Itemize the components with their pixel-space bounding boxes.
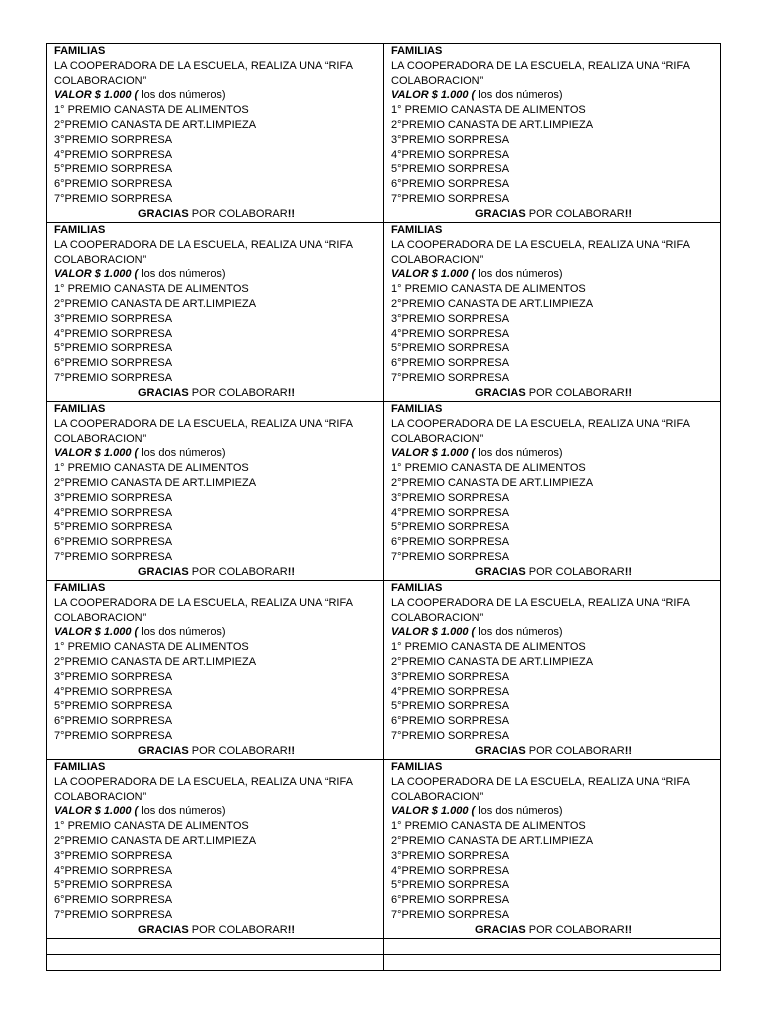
ticket-header: FAMILIAS	[391, 403, 443, 415]
thanks-bold: GRACIAS	[474, 386, 526, 399]
ticket-intro: LA COOPERADORA DE LA ESCUELA, REALIZA UNA “RIFA COLABORACION”	[391, 238, 690, 266]
prize-5: 5°PREMIO SORPRESA	[54, 521, 173, 534]
ticket-thanks	[391, 744, 716, 759]
prize-4: 4°PREMIO SORPRESA	[391, 148, 510, 161]
ticket-cell	[384, 581, 721, 760]
ticket-row	[47, 44, 721, 223]
ticket-header: FAMILIAS	[391, 45, 443, 57]
empty-cell	[384, 939, 721, 955]
prize-3: 3°PREMIO SORPRESA	[54, 670, 173, 683]
raffle-ticket	[384, 760, 720, 938]
prize-2: 2°PREMIO CANASTA DE ART.LIMPIEZA	[54, 118, 257, 131]
thanks-text: POR COLABORAR	[188, 207, 288, 220]
thanks-end: !!	[624, 565, 633, 578]
prize-7: 7°PREMIO SORPRESA	[54, 729, 173, 742]
thanks-end: !!	[624, 744, 633, 757]
prize-4: 4°PREMIO SORPRESA	[391, 685, 510, 698]
prize-6: 6°PREMIO SORPRESA	[54, 357, 173, 370]
prize-4: 4°PREMIO SORPRESA	[391, 864, 510, 877]
ticket-price	[391, 267, 716, 282]
raffle-ticket	[384, 402, 720, 580]
price-label: VALOR $ 1.000 (	[391, 447, 476, 460]
price-note: los dos números)	[138, 447, 226, 460]
ticket-intro: LA COOPERADORA DE LA ESCUELA, REALIZA UNA “RIFA COLABORACION”	[391, 417, 690, 445]
prize-5: 5°PREMIO SORPRESA	[54, 342, 173, 355]
ticket-price	[391, 804, 716, 819]
raffle-ticket	[47, 223, 383, 401]
prize-7: 7°PREMIO SORPRESA	[391, 908, 510, 921]
raffle-ticket	[384, 581, 720, 759]
ticket-row	[47, 402, 721, 581]
prize-4: 4°PREMIO SORPRESA	[54, 506, 173, 519]
prize-7: 7°PREMIO SORPRESA	[54, 192, 173, 205]
ticket-thanks	[54, 386, 379, 401]
prize-3: 3°PREMIO SORPRESA	[391, 133, 510, 146]
ticket-header: FAMILIAS	[54, 761, 106, 773]
prize-1: 1° PREMIO CANASTA DE ALIMENTOS	[54, 462, 249, 475]
ticket-intro: LA COOPERADORA DE LA ESCUELA, REALIZA UNA “RIFA COLABORACION”	[54, 596, 353, 624]
ticket-intro: LA COOPERADORA DE LA ESCUELA, REALIZA UNA “RIFA COLABORACION”	[391, 596, 690, 624]
thanks-end: !!	[624, 923, 633, 936]
ticket-thanks	[54, 207, 379, 222]
ticket-price	[391, 446, 716, 461]
prize-5: 5°PREMIO SORPRESA	[391, 342, 510, 355]
prize-7: 7°PREMIO SORPRESA	[391, 550, 510, 563]
ticket-price	[54, 804, 379, 819]
prize-1: 1° PREMIO CANASTA DE ALIMENTOS	[391, 641, 586, 654]
ticket-thanks	[391, 923, 716, 938]
ticket-thanks	[54, 744, 379, 759]
ticket-thanks	[54, 565, 379, 580]
price-label: VALOR $ 1.000 (	[54, 447, 139, 460]
prize-5: 5°PREMIO SORPRESA	[391, 521, 510, 534]
ticket-thanks	[391, 386, 716, 401]
raffle-ticket	[47, 581, 383, 759]
empty-row	[47, 939, 721, 955]
prize-2: 2°PREMIO CANASTA DE ART.LIMPIEZA	[391, 476, 594, 489]
ticket-cell	[47, 44, 384, 223]
prize-7: 7°PREMIO SORPRESA	[54, 371, 173, 384]
ticket-cell	[47, 760, 384, 939]
prize-2: 2°PREMIO CANASTA DE ART.LIMPIEZA	[391, 655, 594, 668]
empty-cell	[384, 955, 721, 971]
prize-3: 3°PREMIO SORPRESA	[391, 312, 510, 325]
ticket-header: FAMILIAS	[54, 45, 106, 57]
prize-2: 2°PREMIO CANASTA DE ART.LIMPIEZA	[54, 834, 257, 847]
prize-4: 4°PREMIO SORPRESA	[54, 685, 173, 698]
prize-6: 6°PREMIO SORPRESA	[391, 536, 510, 549]
ticket-header: FAMILIAS	[54, 224, 106, 236]
thanks-bold: GRACIAS	[474, 744, 526, 757]
prize-6: 6°PREMIO SORPRESA	[391, 178, 510, 191]
prize-6: 6°PREMIO SORPRESA	[391, 715, 510, 728]
price-note: los dos números)	[475, 805, 563, 818]
prize-5: 5°PREMIO SORPRESA	[391, 163, 510, 176]
ticket-price	[54, 88, 379, 103]
prize-7: 7°PREMIO SORPRESA	[391, 729, 510, 742]
prize-6: 6°PREMIO SORPRESA	[54, 715, 173, 728]
thanks-text: POR COLABORAR	[188, 744, 288, 757]
prize-2: 2°PREMIO CANASTA DE ART.LIMPIEZA	[391, 834, 594, 847]
price-label: VALOR $ 1.000 (	[391, 626, 476, 639]
ticket-header: FAMILIAS	[54, 403, 106, 415]
thanks-bold: GRACIAS	[137, 207, 189, 220]
thanks-text: POR COLABORAR	[188, 565, 288, 578]
prize-5: 5°PREMIO SORPRESA	[54, 879, 173, 892]
prize-1: 1° PREMIO CANASTA DE ALIMENTOS	[54, 283, 249, 296]
ticket-thanks	[391, 565, 716, 580]
thanks-end: !!	[287, 207, 296, 220]
prize-4: 4°PREMIO SORPRESA	[391, 327, 510, 340]
prize-5: 5°PREMIO SORPRESA	[391, 700, 510, 713]
thanks-bold: GRACIAS	[474, 923, 526, 936]
prize-6: 6°PREMIO SORPRESA	[54, 894, 173, 907]
empty-row	[47, 955, 721, 971]
prize-6: 6°PREMIO SORPRESA	[54, 536, 173, 549]
prize-1: 1° PREMIO CANASTA DE ALIMENTOS	[54, 820, 249, 833]
ticket-header: FAMILIAS	[391, 761, 443, 773]
prize-3: 3°PREMIO SORPRESA	[54, 849, 173, 862]
thanks-bold: GRACIAS	[474, 207, 526, 220]
raffle-ticket	[47, 402, 383, 580]
ticket-thanks	[391, 207, 716, 222]
ticket-cell	[47, 402, 384, 581]
raffle-ticket-sheet	[46, 43, 721, 971]
price-label: VALOR $ 1.000 (	[391, 89, 476, 102]
ticket-intro: LA COOPERADORA DE LA ESCUELA, REALIZA UNA “RIFA COLABORACION”	[391, 775, 690, 803]
prize-4: 4°PREMIO SORPRESA	[54, 864, 173, 877]
raffle-ticket	[47, 760, 383, 938]
ticket-cell	[384, 760, 721, 939]
ticket-cell	[47, 223, 384, 402]
prize-2: 2°PREMIO CANASTA DE ART.LIMPIEZA	[391, 297, 594, 310]
prize-3: 3°PREMIO SORPRESA	[54, 312, 173, 325]
ticket-cell	[47, 581, 384, 760]
prize-7: 7°PREMIO SORPRESA	[391, 371, 510, 384]
thanks-bold: GRACIAS	[137, 744, 189, 757]
thanks-text: POR COLABORAR	[525, 565, 625, 578]
price-label: VALOR $ 1.000 (	[54, 626, 139, 639]
price-note: los dos números)	[475, 268, 563, 281]
ticket-intro: LA COOPERADORA DE LA ESCUELA, REALIZA UNA “RIFA COLABORACION”	[54, 417, 353, 445]
ticket-intro: LA COOPERADORA DE LA ESCUELA, REALIZA UNA “RIFA COLABORACION”	[54, 238, 353, 266]
ticket-price	[54, 625, 379, 640]
ticket-price	[54, 446, 379, 461]
ticket-cell	[384, 44, 721, 223]
empty-cell	[47, 955, 384, 971]
ticket-price	[54, 267, 379, 282]
ticket-row	[47, 223, 721, 402]
prize-4: 4°PREMIO SORPRESA	[391, 506, 510, 519]
ticket-intro: LA COOPERADORA DE LA ESCUELA, REALIZA UNA “RIFA COLABORACION”	[391, 59, 690, 87]
raffle-ticket	[384, 44, 720, 222]
prize-2: 2°PREMIO CANASTA DE ART.LIMPIEZA	[391, 118, 594, 131]
ticket-cell	[384, 402, 721, 581]
price-note: los dos números)	[138, 805, 226, 818]
prize-6: 6°PREMIO SORPRESA	[54, 178, 173, 191]
price-note: los dos números)	[138, 626, 226, 639]
thanks-bold: GRACIAS	[474, 565, 526, 578]
prize-7: 7°PREMIO SORPRESA	[54, 550, 173, 563]
ticket-thanks	[54, 923, 379, 938]
ticket-header: FAMILIAS	[391, 582, 443, 594]
prize-2: 2°PREMIO CANASTA DE ART.LIMPIEZA	[54, 297, 257, 310]
empty-cell	[47, 939, 384, 955]
thanks-end: !!	[287, 386, 296, 399]
ticket-cell	[384, 223, 721, 402]
raffle-ticket	[384, 223, 720, 401]
prize-3: 3°PREMIO SORPRESA	[391, 670, 510, 683]
prize-7: 7°PREMIO SORPRESA	[54, 908, 173, 921]
prize-1: 1° PREMIO CANASTA DE ALIMENTOS	[391, 283, 586, 296]
thanks-text: POR COLABORAR	[525, 744, 625, 757]
prize-3: 3°PREMIO SORPRESA	[391, 491, 510, 504]
ticket-intro: LA COOPERADORA DE LA ESCUELA, REALIZA UNA “RIFA COLABORACION”	[54, 775, 353, 803]
price-note: los dos números)	[138, 89, 226, 102]
prize-5: 5°PREMIO SORPRESA	[54, 700, 173, 713]
prize-5: 5°PREMIO SORPRESA	[54, 163, 173, 176]
thanks-bold: GRACIAS	[137, 923, 189, 936]
prize-1: 1° PREMIO CANASTA DE ALIMENTOS	[391, 820, 586, 833]
thanks-text: POR COLABORAR	[188, 386, 288, 399]
prize-1: 1° PREMIO CANASTA DE ALIMENTOS	[391, 104, 586, 117]
thanks-text: POR COLABORAR	[188, 923, 288, 936]
ticket-header: FAMILIAS	[54, 582, 106, 594]
ticket-row	[47, 581, 721, 760]
prize-3: 3°PREMIO SORPRESA	[54, 491, 173, 504]
prize-6: 6°PREMIO SORPRESA	[391, 357, 510, 370]
price-note: los dos números)	[475, 447, 563, 460]
prize-6: 6°PREMIO SORPRESA	[391, 894, 510, 907]
ticket-row	[47, 760, 721, 939]
prize-2: 2°PREMIO CANASTA DE ART.LIMPIEZA	[54, 476, 257, 489]
price-label: VALOR $ 1.000 (	[54, 268, 139, 281]
thanks-text: POR COLABORAR	[525, 923, 625, 936]
thanks-bold: GRACIAS	[137, 386, 189, 399]
prize-4: 4°PREMIO SORPRESA	[54, 327, 173, 340]
prize-2: 2°PREMIO CANASTA DE ART.LIMPIEZA	[54, 655, 257, 668]
thanks-end: !!	[624, 386, 633, 399]
price-note: los dos números)	[138, 268, 226, 281]
prize-5: 5°PREMIO SORPRESA	[391, 879, 510, 892]
ticket-price	[391, 88, 716, 103]
thanks-end: !!	[287, 923, 296, 936]
price-label: VALOR $ 1.000 (	[54, 89, 139, 102]
prize-3: 3°PREMIO SORPRESA	[391, 849, 510, 862]
ticket-intro: LA COOPERADORA DE LA ESCUELA, REALIZA UNA “RIFA COLABORACION”	[54, 59, 353, 87]
raffle-ticket	[47, 44, 383, 222]
thanks-end: !!	[624, 207, 633, 220]
thanks-bold: GRACIAS	[137, 565, 189, 578]
thanks-end: !!	[287, 744, 296, 757]
price-note: los dos números)	[475, 626, 563, 639]
ticket-price	[391, 625, 716, 640]
prize-1: 1° PREMIO CANASTA DE ALIMENTOS	[391, 462, 586, 475]
ticket-header: FAMILIAS	[391, 224, 443, 236]
prize-4: 4°PREMIO SORPRESA	[54, 148, 173, 161]
thanks-text: POR COLABORAR	[525, 386, 625, 399]
price-label: VALOR $ 1.000 (	[391, 805, 476, 818]
thanks-text: POR COLABORAR	[525, 207, 625, 220]
prize-1: 1° PREMIO CANASTA DE ALIMENTOS	[54, 104, 249, 117]
prize-3: 3°PREMIO SORPRESA	[54, 133, 173, 146]
price-label: VALOR $ 1.000 (	[391, 268, 476, 281]
price-note: los dos números)	[475, 89, 563, 102]
price-label: VALOR $ 1.000 (	[54, 805, 139, 818]
prize-7: 7°PREMIO SORPRESA	[391, 192, 510, 205]
prize-1: 1° PREMIO CANASTA DE ALIMENTOS	[54, 641, 249, 654]
thanks-end: !!	[287, 565, 296, 578]
